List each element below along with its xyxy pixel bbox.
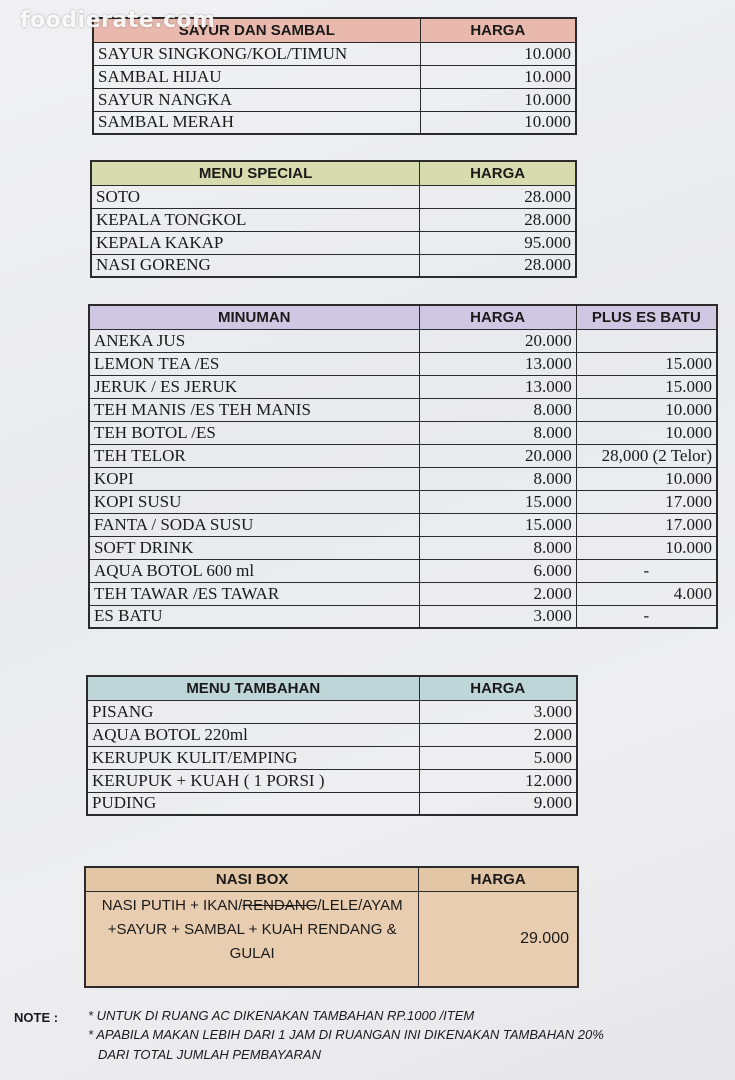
item-name: KEPALA TONGKOL — [91, 208, 420, 231]
table-row — [91, 254, 576, 277]
item-plus-es-price: 10.000 — [576, 467, 717, 490]
table-row — [89, 444, 717, 467]
item-price: 6.000 — [419, 559, 576, 582]
table-row — [89, 605, 717, 628]
table-row — [93, 42, 576, 65]
table-row — [91, 208, 576, 231]
item-price: 13.000 — [419, 375, 576, 398]
item-price: 10.000 — [420, 88, 576, 111]
table-row — [89, 329, 717, 352]
item-price: 10.000 — [420, 65, 576, 88]
item-name: PISANG — [87, 700, 419, 723]
table-row — [89, 513, 717, 536]
item-price: 12.000 — [419, 769, 577, 792]
desc-line-3: GULAI — [229, 944, 275, 962]
item-name: SAMBAL HIJAU — [93, 65, 420, 88]
nasi-box-table — [84, 866, 579, 988]
nasi-box-price: 29.000 — [419, 891, 578, 987]
item-price: 28.000 — [420, 185, 576, 208]
item-price: 95.000 — [420, 231, 576, 254]
item-price: 2.000 — [419, 582, 576, 605]
table-row — [93, 88, 576, 111]
item-name: AQUA BOTOL 600 ml — [89, 559, 419, 582]
item-name: NASI GORENG — [91, 254, 420, 277]
table-row — [87, 746, 577, 769]
note-label: NOTE : — [14, 1010, 59, 1025]
minuman-table — [88, 304, 718, 629]
desc-line-1a: NASI PUTIH + IKAN/ — [101, 896, 243, 914]
item-plus-es-price: - — [576, 559, 717, 582]
item-price: 2.000 — [419, 723, 577, 746]
table-header-row — [87, 676, 577, 700]
table-row — [87, 769, 577, 792]
price-header: HARGA — [419, 867, 578, 891]
table-row — [89, 352, 717, 375]
item-price: 3.000 — [419, 700, 577, 723]
item-name: FANTA / SODA SUSU — [89, 513, 419, 536]
table-header-row — [85, 867, 578, 891]
item-name: TEH TELOR — [89, 444, 419, 467]
item-price: 15.000 — [419, 513, 576, 536]
price-header: HARGA — [420, 161, 576, 185]
note-line-2: * APABILA MAKAN LEBIH DARI 1 JAM DI RUANGAN INI DIKENAKAN TAMBAHAN 20% — [88, 1027, 604, 1042]
item-name: ES BATU — [89, 605, 419, 628]
table-header-row — [89, 305, 717, 329]
table-row — [87, 723, 577, 746]
item-name: TEH MANIS /ES TEH MANIS — [89, 398, 419, 421]
item-plus-es-price: 10.000 — [576, 421, 717, 444]
table-row — [89, 559, 717, 582]
table-row — [89, 421, 717, 444]
table-row — [89, 536, 717, 559]
item-name: AQUA BOTOL 220ml — [87, 723, 419, 746]
price-header: HARGA — [420, 18, 576, 42]
item-plus-es-price: 17.000 — [576, 490, 717, 513]
table-row — [93, 65, 576, 88]
menu-special-table — [90, 160, 577, 278]
item-plus-es-price: 15.000 — [576, 352, 717, 375]
price-header: HARGA — [419, 676, 577, 700]
item-name: SAMBAL MERAH — [93, 111, 420, 134]
item-plus-es-price: - — [576, 605, 717, 628]
section-header: MENU SPECIAL — [91, 161, 420, 185]
item-price: 8.000 — [419, 421, 576, 444]
note-line-3: DARI TOTAL JUMLAH PEMBAYARAN — [98, 1047, 321, 1062]
item-price: 13.000 — [419, 352, 576, 375]
item-price: 9.000 — [419, 792, 577, 815]
item-price: 20.000 — [419, 444, 576, 467]
item-price: 15.000 — [419, 490, 576, 513]
table-row — [93, 111, 576, 134]
item-price: 8.000 — [419, 398, 576, 421]
item-name: PUDING — [87, 792, 419, 815]
item-name: TEH BOTOL /ES — [89, 421, 419, 444]
item-plus-es-price: 10.000 — [576, 398, 717, 421]
item-name: SAYUR SINGKONG/KOL/TIMUN — [93, 42, 420, 65]
section-header: MENU TAMBAHAN — [87, 676, 419, 700]
item-price: 28.000 — [420, 208, 576, 231]
item-name: SOFT DRINK — [89, 536, 419, 559]
table-row — [91, 231, 576, 254]
item-name: SAYUR NANGKA — [93, 88, 420, 111]
item-plus-es-price: 17.000 — [576, 513, 717, 536]
item-price: 8.000 — [419, 467, 576, 490]
section-header: SAYUR DAN SAMBAL — [93, 18, 420, 42]
plus-es-batu-header: PLUS ES BATU — [576, 305, 717, 329]
item-name: LEMON TEA /ES — [89, 352, 419, 375]
item-name: JERUK / ES JERUK — [89, 375, 419, 398]
section-header: MINUMAN — [89, 305, 419, 329]
table-row — [89, 467, 717, 490]
sayur-sambal-table — [92, 17, 577, 135]
price-header: HARGA — [419, 305, 576, 329]
table-row — [87, 700, 577, 723]
item-name: KEPALA KAKAP — [91, 231, 420, 254]
table-header-row — [91, 161, 576, 185]
desc-line-2: +SAYUR + SAMBAL + KUAH RENDANG & — [107, 920, 397, 938]
table-row — [89, 582, 717, 605]
item-price: 3.000 — [419, 605, 576, 628]
item-name: TEH TAWAR /ES TAWAR — [89, 582, 419, 605]
item-plus-es-price: 10.000 — [576, 536, 717, 559]
item-plus-es-price — [576, 329, 717, 352]
section-header: NASI BOX — [85, 867, 419, 891]
menu-tambahan-table — [86, 675, 578, 816]
item-name: KOPI SUSU — [89, 490, 419, 513]
table-row — [89, 490, 717, 513]
item-plus-es-price: 4.000 — [576, 582, 717, 605]
item-plus-es-price: 15.000 — [576, 375, 717, 398]
table-row — [87, 792, 577, 815]
item-price: 8.000 — [419, 536, 576, 559]
watermark-logo: foodierate.com — [20, 8, 216, 33]
item-price: 5.000 — [419, 746, 577, 769]
item-price: 28.000 — [420, 254, 576, 277]
nasi-box-description — [85, 891, 419, 987]
desc-line-1b: /LELE/AYAM — [317, 896, 403, 914]
item-price: 10.000 — [420, 111, 576, 134]
item-name: SOTO — [91, 185, 420, 208]
item-price: 20.000 — [419, 329, 576, 352]
item-name: KERUPUK KULIT/EMPING — [87, 746, 419, 769]
table-row — [89, 398, 717, 421]
item-price: 10.000 — [420, 42, 576, 65]
item-name: ANEKA JUS — [89, 329, 419, 352]
note-line-1: * UNTUK DI RUANG AC DIKENAKAN TAMBAHAN RP.1000 /ITEM — [88, 1008, 475, 1023]
table-row — [89, 375, 717, 398]
item-name: KERUPUK + KUAH ( 1 PORSI ) — [87, 769, 419, 792]
table-row — [85, 891, 578, 987]
item-name: KOPI — [89, 467, 419, 490]
item-plus-es-price: 28,000 (2 Telor) — [576, 444, 717, 467]
table-row — [91, 185, 576, 208]
desc-line-1-strike: RENDANG — [242, 896, 318, 914]
